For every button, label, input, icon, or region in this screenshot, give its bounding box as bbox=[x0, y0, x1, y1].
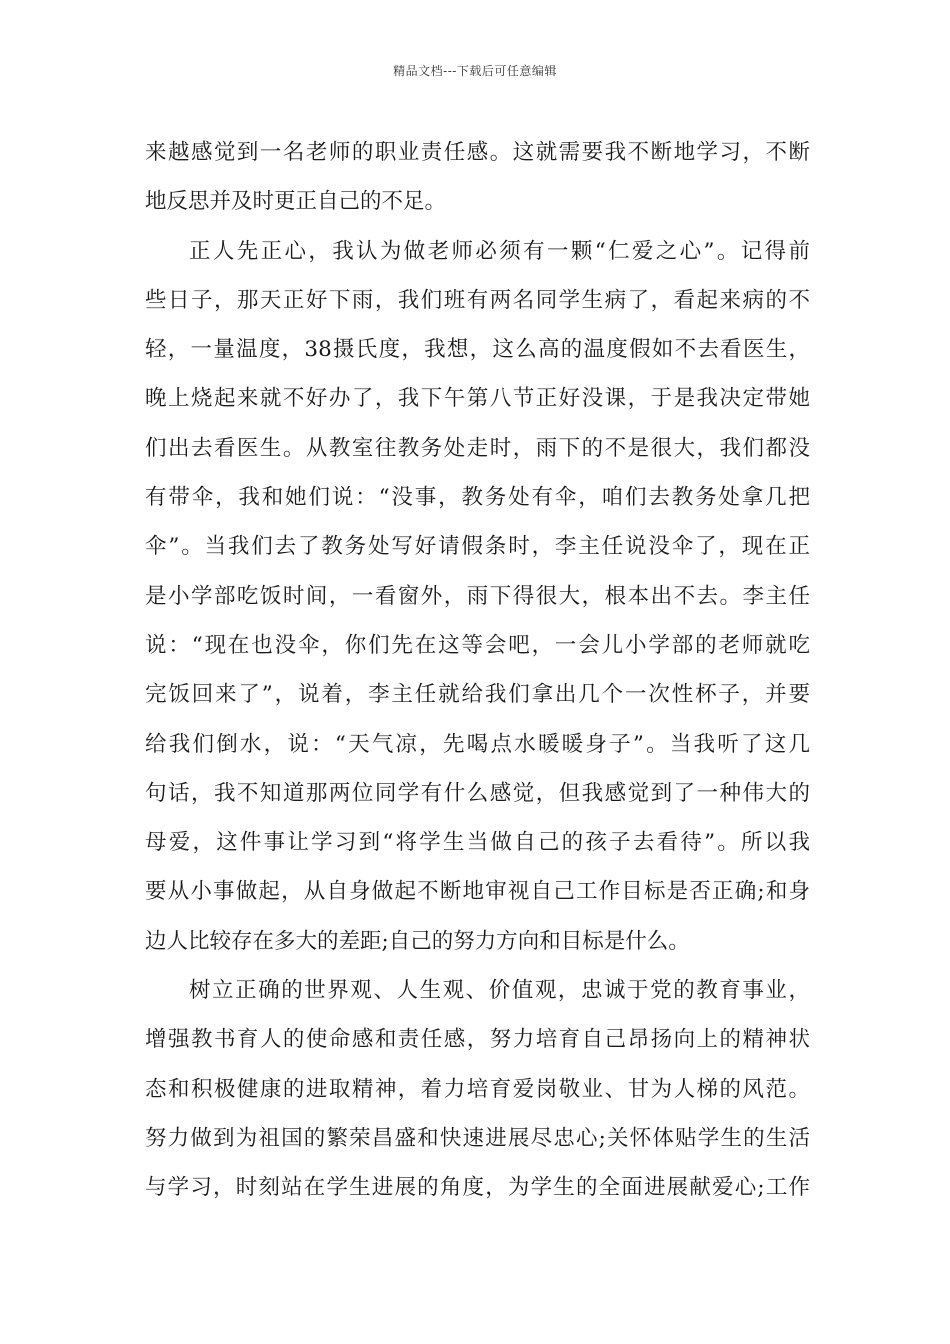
text-line: 们出去看医生。从教室往教务处走时，雨下的不是很大，我们都没 bbox=[145, 435, 810, 461]
document-body bbox=[145, 128, 810, 1213]
text-line: 完饭回来了”，说着，李主任就给我们拿出几个一次性杯子，并要 bbox=[145, 682, 810, 708]
text-line: 边人比较存在多大的差距;自己的努力方向和目标是什么。 bbox=[145, 928, 690, 954]
text-line: 与学习，时刻站在学生进展的角度，为学生的全面进展献爱心;工作 bbox=[145, 1175, 810, 1201]
text-line: 母爱，这件事让学习到“将学生当做自己的孩子去看待”。所以我 bbox=[145, 830, 810, 856]
text-line: 来越感觉到一名老师的职业责任感。这就需要我不断地学习，不断 bbox=[145, 140, 810, 165]
page-header: 精品文档---下载后可任意编辑 bbox=[393, 64, 557, 78]
text-line: 给我们倒水，说：“天气凉，先喝点水暖暖身子”。当我听了这几 bbox=[145, 731, 810, 757]
text-line: 增强教书育人的使命感和责任感，努力培育自己昂扬向上的精神状 bbox=[145, 1027, 810, 1053]
text-line: 态和积极健康的进取精神，着力培育爱岗敬业、甘为人梯的风范。 bbox=[145, 1076, 810, 1102]
text-line: 树立正确的世界观、人生观、价值观，忠诚于党的教育事业， bbox=[189, 978, 810, 1004]
paragraph-2 bbox=[145, 227, 810, 966]
paragraph-1 bbox=[145, 128, 810, 227]
paragraph-3 bbox=[145, 966, 810, 1212]
text-line: 说：“现在也没伞，你们先在这等会吧，一会儿小学部的老师就吃 bbox=[145, 632, 810, 658]
text-line: 句话，我不知道那两位同学有什么感觉，但我感觉到了一种伟大的 bbox=[145, 780, 810, 806]
text-line: 正人先正心，我认为做老师必须有一颗“仁爱之心”。记得前 bbox=[189, 238, 810, 264]
text-line: 晚上烧起来就不好办了，我下午第八节正好没课，于是我决定带她 bbox=[145, 386, 810, 412]
text-line: 些日子，那天正好下雨，我们班有两名同学生病了，看起来病的不 bbox=[145, 287, 810, 313]
text-line: 伞”。当我们去了教务处写好请假条时，李主任说没伞了，现在正 bbox=[145, 534, 810, 560]
text-line: 地反思并及时更正自己的不足。 bbox=[145, 189, 447, 215]
text-line: 有带伞，我和她们说：“没事，教务处有伞，咱们去教务处拿几把 bbox=[145, 485, 810, 511]
text-line: 努力做到为祖国的繁荣昌盛和快速进展尽忠心;关怀体贴学生的生活 bbox=[145, 1125, 810, 1151]
text-line: 要从小事做起，从自身做起不断地审视自己工作目标是否正确;和身 bbox=[145, 879, 810, 905]
text-line: 轻，一量温度，38摄氏度，我想，这么高的温度假如不去看医生， bbox=[145, 337, 810, 363]
text-line: 是小学部吃饭时间，一看窗外，雨下得很大，根本出不去。李主任 bbox=[145, 583, 810, 609]
